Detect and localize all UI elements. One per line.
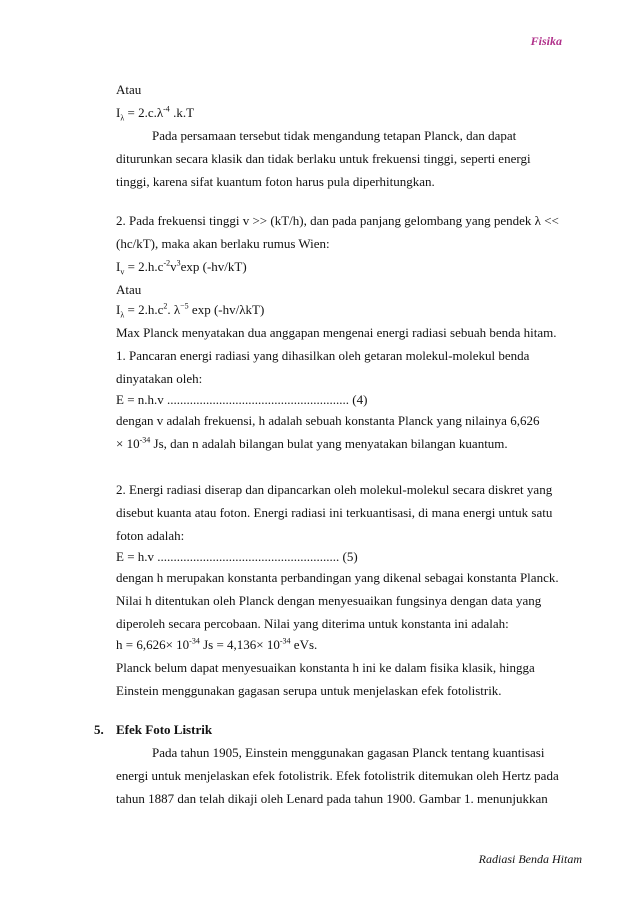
text-line: Pada persamaan tersebut tidak mengandung tetapan Planck, dan dapat bbox=[152, 128, 517, 143]
formula-rayleigh-jeans: $I_\lambda = 2.c.\lambda^{-4}$ .k.T bbox=[116, 104, 195, 123]
text-line: Planck belum dapat menyesuaikan konstanta h ini ke dalam fisika klasik, hingga bbox=[116, 660, 535, 675]
text-line: Atau bbox=[116, 282, 142, 297]
text-line: diperoleh secara percobaan. Nilai yang diterima untuk konstanta ini adalah: bbox=[116, 616, 509, 631]
section-heading: Efek Foto Listrik bbox=[116, 722, 213, 737]
text-line: Max Planck menyatakan dua anggapan mengenai energi radiasi sebuah benda hitam. bbox=[116, 325, 557, 340]
text-line: tinggi, karena sifat kuantum foton harus pula diperhitungkan. bbox=[116, 174, 435, 189]
text-line: disebut kuanta atau foton. Energi radiasi ini terkuantisasi, di mana energi untuk satu bbox=[116, 505, 553, 520]
text-line: diturunkan secara klasik dan tidak berlaku untuk frekuensi tinggi, seperti energi bbox=[116, 151, 531, 166]
text-line: tahun 1887 dan telah dikaji oleh Lenard pada tahun 1900. Gambar 1. menunjukkan bbox=[116, 791, 548, 806]
text-line: dinyatakan oleh: bbox=[116, 371, 203, 386]
text-line: 2. Energi radiasi diserap dan dipancarkan oleh molekul-molekul secara diskret yang bbox=[116, 482, 553, 497]
running-header: Fisika bbox=[530, 34, 562, 48]
text-line: 1. Pancaran energi radiasi yang dihasilkan oleh getaran molekul-molekul benda bbox=[116, 348, 530, 363]
formula-wien-wavelength: $I_\lambda = 2.h.c^2$. $\lambda^{-5}$ exp (-hv/λkT) bbox=[116, 301, 265, 320]
text-line: energi untuk menjelaskan efek fotolistrik. Efek fotolistrik ditemukan oleh Hertz pada bbox=[116, 768, 559, 783]
text-line: Atau bbox=[116, 82, 142, 97]
formula-wien-frequency: $I_v = 2.h.c^{-2}v^3\exp$ (-hv/kT) bbox=[116, 258, 247, 277]
text-line: × $10^{-34}$ Js, dan n adalah bilangan bulat yang menyatakan bilangan kuantum. bbox=[116, 435, 508, 451]
text-line: Pada tahun 1905, Einstein menggunakan gagasan Planck tentang kuantisasi bbox=[152, 745, 545, 760]
equation-5: E = h.v ........................................................ (5) bbox=[116, 549, 358, 564]
equation-4: E = n.h.v ........................................................ (4) bbox=[116, 392, 368, 407]
planck-constant-value: $h = 6,626\times 10^{-34}$ $Js = 4,136\times 10^{-34}$ eVs. bbox=[116, 636, 318, 652]
text-line: Einstein menggunakan gagasan serupa untuk menjelaskan efek fotolistrik. bbox=[116, 683, 502, 698]
text-line: (hc/kT), maka akan berlaku rumus Wien: bbox=[116, 236, 330, 251]
text-line: dengan h merupakan konstanta perbandingan yang dikenal sebagai konstanta Planck. bbox=[116, 570, 559, 585]
text-line: 2. Pada frekuensi tinggi v >> (kT/h), dan pada panjang gelombang yang pendek λ << bbox=[116, 213, 559, 228]
text-line: dengan v adalah frekuensi, h adalah sebuah konstanta Planck yang nilainya 6,626 bbox=[116, 413, 540, 428]
text-line: foton adalah: bbox=[116, 528, 185, 543]
text-line: Nilai h ditentukan oleh Planck dengan menyesuaikan fungsinya dengan data yang bbox=[116, 593, 542, 608]
running-footer: Radiasi Benda Hitam bbox=[478, 852, 582, 866]
section-number: 5. bbox=[94, 722, 104, 737]
